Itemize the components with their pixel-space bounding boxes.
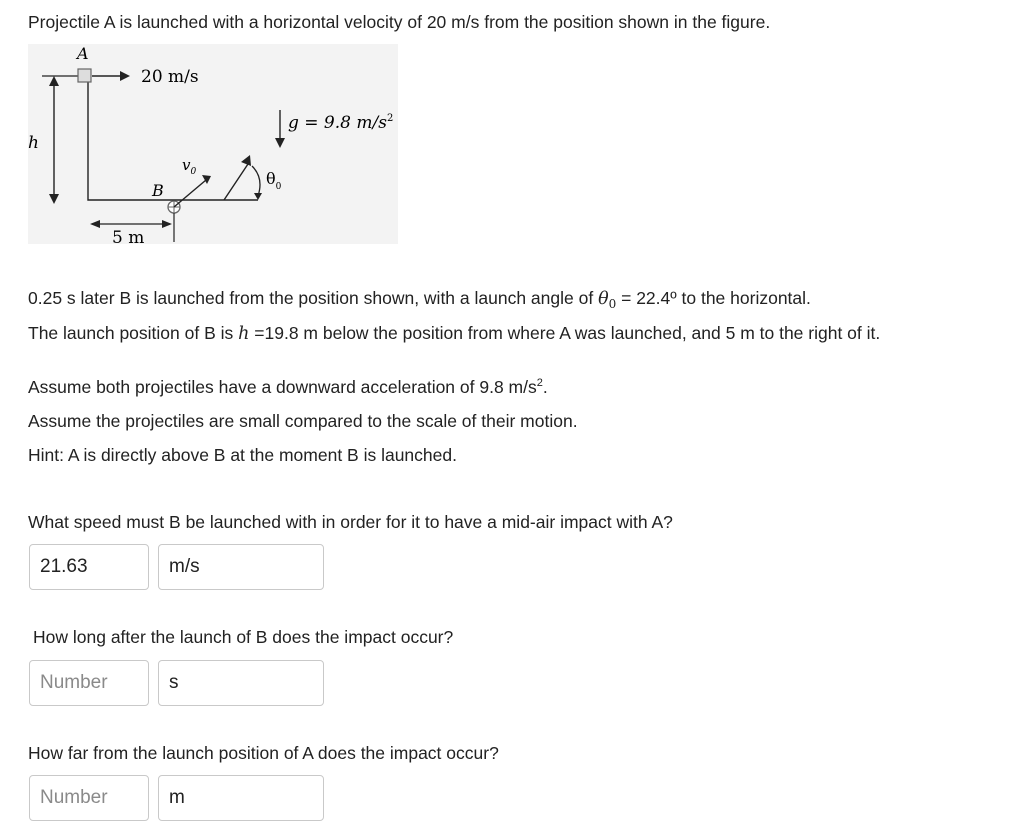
projectile-a-box: [78, 69, 91, 82]
speed-unit-field[interactable]: m/s: [158, 544, 324, 590]
distance-5m-label: 5 m: [112, 228, 145, 244]
distance-unit-field[interactable]: m: [158, 775, 324, 821]
velocity-label: 20 m/s: [141, 67, 199, 87]
hint-text: Hint: A is directly above B at the moment B is launched.: [28, 445, 457, 465]
question-distance-prompt: How far from the launch position of A does the impact occur?: [28, 743, 499, 763]
b-launch-position-text: The launch position of B is h =19.8 m below the position from where A was launched, and 5 m to the right of it.: [28, 323, 881, 344]
h-label: h: [28, 133, 39, 153]
g-label: g = 9.8 $m/s^2$: [288, 113, 394, 133]
assumption-size: Assume the projectiles are small compared to the scale of their motion.: [28, 411, 578, 431]
intro-text: Projectile A is launched with a horizontal velocity of 20 m/s from the position shown in the figure.: [28, 12, 771, 32]
distance-answer-input[interactable]: Number: [29, 775, 149, 821]
time-answer-input[interactable]: Number: [29, 660, 149, 706]
b-label: B: [152, 181, 164, 200]
a-label: A: [77, 44, 89, 63]
theta-label: $\theta_0$: [266, 169, 282, 192]
projectile-figure: [28, 44, 398, 244]
question-time-prompt: How long after the launch of B does the impact occur?: [33, 627, 454, 647]
assumption-acceleration: Assume both projectiles have a downward acceleration of 9.8 $m/s^2$.: [28, 377, 548, 397]
speed-answer-input[interactable]: 21.63: [29, 544, 149, 590]
v0-label: $v_0$: [182, 156, 197, 177]
question-speed-prompt: What speed must B be launched with in order for it to have a mid-air impact with A?: [28, 512, 673, 532]
b-launch-angle-text: 0.25 s later B is launched from the position shown, with a launch angle of $\theta_0$ = 22.4º to the horizontal.: [28, 288, 811, 311]
time-unit-field[interactable]: s: [158, 660, 324, 706]
